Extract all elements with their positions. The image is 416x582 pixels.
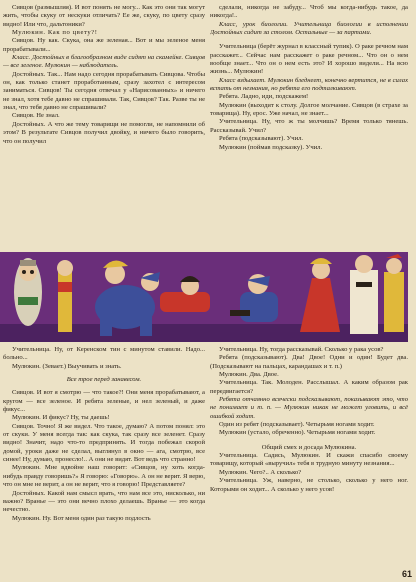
stage-direction: Класс вздыхает. Мулюкин бледнеет, конечно вертится, не в силах встать от незнания, но ребята его подталкивают. (210, 76, 408, 93)
paragraph: Один из ребят (подсказывает). Четырьмя ногами ходит. (219, 421, 375, 429)
paragraph: сделали, никогда не забуду... Чтоб мы когда-нибудь такое, да никогда!.. (210, 4, 408, 20)
stage-direction: Все трое перед занавесом. (66, 376, 142, 384)
pupil-figure (57, 260, 73, 332)
paragraph: Сивцов (размышляя). И вот понять не могу... Как это они так могут жить, чтобы скуку от нескуки отличать? Ее же, скуку, по цвету сразу видно! Или что, дальтоники? (3, 4, 205, 28)
page-number: 61 (401, 569, 412, 579)
stage-direction: Ребята отчаянно всячески подсказывают, показывают это, что не понимает и т. п. — Мулюкин никак не может уловить, и всё ошибкой ходит. (210, 396, 408, 420)
paragraph: Мулюкин. Чего?.. А сколько? (219, 468, 302, 476)
paragraph: Учительница. Так. Молоден. Расслышал. А каким образом рак передвигается? (210, 379, 408, 395)
paragraph: Достойных. А что же тему товарищи не помогли, не напомнили об этом? В результате Сивцов получил двойку, и ничего было говорить, что он получил (3, 120, 205, 145)
column-bottom-left (3, 346, 205, 578)
paragraph: Учительница. Ну, тогда рассказывай. Сколько у рака усов? (219, 346, 384, 353)
column-bottom-right (210, 346, 408, 578)
paragraph: Учительница. Уж, наверно, не столько, сколько у него ног. Которыми он ходит... А сколько у него усов! (210, 477, 408, 493)
paragraph: Мулюкин. Два. Двое. (219, 371, 279, 379)
paragraph: Мулюкин. Как по цвету?! (12, 29, 98, 37)
girl-right-figure (384, 254, 404, 332)
paragraph: Ребята (подсказывают). Два! Двое! Одни и один! Будет два. (Подсказывают на пальцах, карандашах и т. п.) (210, 354, 408, 370)
teacher-figure (14, 258, 42, 326)
paragraph: Достойных. Какой нам смысл врать, что нам все это, нисколько, ни важно? Вранье — это они вечно плохо делаешь. Вранье — это когда нечестно. (3, 489, 205, 514)
stage-direction: Общий смех и досада Мулюкина. (261, 443, 357, 451)
column-top-right (210, 4, 408, 252)
paragraph: Достойных. Так... Нам надо сегодня прорабатывать Сивцова. Чтобы он, как только станет проработанным, сразу захотел с интересом заниматься. Сивцов! Ты сегодня отвечал у «Нарисованных» и ничего не знал, хотя тебе давно не спрашивали. Так, Сивцов? Так. Разве ты не знал, что тебя давно не спрашивали? (3, 70, 205, 112)
paragraph: Ребята. Ладно, иди, подскажем! (219, 93, 309, 101)
paragraph: Мулюкин. Ну. Вот меня один раз такую подлость (12, 514, 151, 522)
stage-direction: Класс, урок биологии. Учительница биологии в исполнении Достойных сидит за столом. Остальные — за партами. (210, 20, 408, 37)
paragraph: Сивцов. Не знал. (12, 112, 60, 120)
paragraph: Мулюкин (поймав подсказку). Учил. (219, 143, 323, 151)
paragraph: Учительница. Ну, что ж ты молчишь? Время только тянешь. Рассказывай. Учил? (210, 118, 408, 134)
paragraph: Мулюкин. (Зевает.) Выучивать и знать. (12, 362, 122, 370)
paragraph: Ребята (подсказывают). Учил. (219, 135, 304, 143)
classroom-illustration (0, 252, 408, 342)
paragraph: Мулюкин. И фикус? Ну, ты даешь! (12, 414, 110, 422)
paragraph: Мулюкин (выходит к столу. Долгое молчание. Сивцов (в страхе за товарища). Ну, ерос. Уже начал, не знает... (210, 101, 408, 118)
paragraph: Учительница. Садись, Мулюкин. И скажи спасибо своему товарищу, который «выручил» тебя в трудную минуту незнания... (210, 452, 408, 468)
paragraph: Сивцов. Ну как. Скука, она же зеленая... Вот и мы зеленое меня прорабатывали... (3, 37, 205, 53)
paragraph: Сивцов. И вот я смотрю — что такое?! Они меня прорабатывают, а кругом — все зеленое. И ребята зеленые, и нел зеленый, и даже фикус... (3, 389, 205, 414)
paragraph: Мулюкин (устало, обреченно). Четырьмя ногами ходит. (219, 429, 376, 437)
paragraph: Мулюкин. Мне вдвойне наш говорит: «Сивцов, ну хоть когда-нибудь правду говоришь?» Я говорю: «Говорю». А он не верит. Я верю, что он мне не верит, а он не верит, что я говорю! Представляете? (3, 464, 205, 489)
paragraph: Учительница (берёт журнал в классный тупик). О раке речном нам расскажет... Сейчас нам расскажет о раке речном... Что он о нем вообще знает... Что он о нем есть это? И хорошо видели... На всю жизнь... Мулюкин! (210, 43, 408, 76)
stage-direction: Класс. Достойных в благообразном виде сидят на скамейке. Сивцов — все зеленое. Мулюкин — наблюдатель. (3, 54, 205, 70)
paragraph: Учительница. Ну, от Керенском тин с минутом ставили. Надо... больно... (3, 346, 205, 362)
paragraph: Сивцов. Точно! Я же видел. Что такое, думаю? А потом понял: это от скуки. У меня всегда так: как скука, так сразу все зеленет. Сразу видно! Значит, надо что-то предпринять. И тогда побежал скорой домой, уроки даже не сделал, выглянул в окно — ага, смотрю, все синее! Ну, думаю, пронесло!.. А они не видят. Вот ведь что странно! (3, 422, 205, 464)
column-top-left (3, 4, 205, 252)
